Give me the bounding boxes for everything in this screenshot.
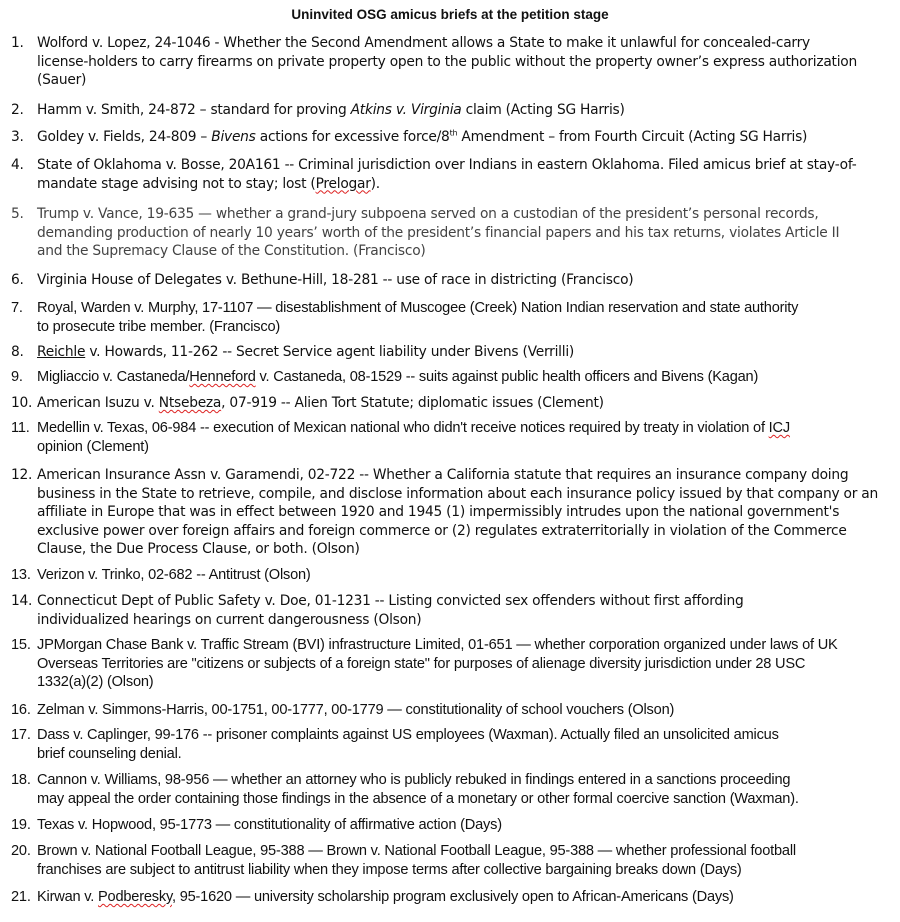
item-line: JPMorgan Chase Bank v. Traffic Stream (BVI) infrastructure Limited, 01-651 — whether corporation organized under laws of UK [37,637,838,653]
item-line: 1332(a)(2) (Olson) [37,674,154,690]
item-number: 10. [11,395,33,411]
item-line: affiliate in Europe that was in effect between 1920 and 1945 (1) impermissibly intrudes upon the national government's [37,504,840,520]
spellcheck-word: ICJ [768,420,790,436]
item-number: 14. [11,593,33,609]
item-number: 15. [11,637,31,653]
item-number: 18. [11,772,31,788]
item-text [37,419,900,456]
item-text [37,34,900,90]
item-line: opinion (Clement) [37,438,149,455]
item-text [37,343,900,362]
item-line: Cannon v. Williams, 98-956 — whether an attorney who is publicly rebuked in findings entered in a sanctions proceeding [37,772,791,788]
underlined-word: Reichle [37,344,86,360]
item-text [37,156,900,193]
item-text [37,636,900,692]
item-line: and the Supremacy Clause of the Constitution. (Francisco) [37,243,426,259]
text-segment: actions for excessive force/8 [255,129,450,145]
item-text [37,726,900,763]
item-number: 8. [11,344,24,360]
text-segment: , 95-1620 — university scholarship program exclusively open to African-Americans (Days) [171,889,734,905]
italic-case-name: Atkins v. Virginia [350,102,462,118]
item-text [37,816,900,835]
italic-case-name: Bivens [211,129,256,145]
item-line: to prosecute tribe member. (Francisco) [37,318,281,335]
item-line [37,101,900,120]
item-line: State of Oklahoma v. Bosse, 20A161 -- Criminal jurisdiction over Indians in eastern Oklahoma. Filed amicus brief at stay-of- [37,157,857,173]
item-line: Royal, Warden v. Murphy, 17-1107 — disestablishment of Muscogee (Creek) Nation Indian reservation and state authority [37,300,799,316]
item-line: Texas v. Hopwood, 95-1773 — constitutionality of affirmative action (Days) [37,817,502,833]
item-number: 12. [11,467,33,483]
item-number: 1. [11,35,24,51]
text-segment: , 07-919 -- Alien Tort Statute; diplomatic issues (Clement) [221,395,604,411]
item-line [37,419,900,438]
item-number: 7. [11,300,23,316]
item-text [37,205,900,261]
item-line [37,394,900,413]
item-line: Clause, the Due Process Clause, or both. (Olson) [37,541,360,557]
text-segment: Goldey v. Fields, 24-809 – [37,129,212,145]
item-text [37,128,900,147]
document-title: Uninvited OSG amicus briefs at the petition stage [291,7,609,22]
item-text [37,368,900,387]
item-text [37,466,900,559]
text-segment: Migliaccio v. Castaneda/ [37,369,190,385]
item-line: demanding production of nearly 10 years’ worth of the president’s financial papers and his tax returns, violates Article II [37,224,840,241]
item-number: 2. [11,102,24,118]
item-number: 17. [11,727,31,743]
item-text [37,888,900,907]
item-text [37,101,900,120]
item-line: individualized hearings on current dangerousness (Olson) [37,611,422,628]
item-number: 11. [11,420,30,436]
item-line [37,888,900,907]
text-segment: v. Howards, 11-262 -- Secret Service agent liability under Bivens (Verrilli) [85,344,575,360]
item-line: Connecticut Dept of Public Safety v. Doe, 01-1231 -- Listing convicted sex offenders without first affording [37,593,744,609]
item-number: 6. [11,272,24,288]
item-number: 5. [11,206,24,222]
text-segment: Medellin v. Texas, 06-984 -- execution of Mexican national who didn't receive notices required by treaty in violation of [37,420,769,436]
item-line: may appeal the order containing those findings in the absence of a monetary or other formal coercive sanction (Waxman). [37,790,799,807]
spellcheck-word: Ntsebeza [158,395,222,411]
item-line: exclusive power over foreign affairs and foreign commerce or (2) regulates extraterritorially in violation of the Commerce [37,522,847,539]
item-text [37,771,900,808]
item-line: Wolford v. Lopez, 24-1046 - Whether the Second Amendment allows a State to make it unlawful for concealed-carry [37,35,810,51]
superscript: th [449,128,458,138]
spellcheck-word: Prelogar [315,175,371,192]
item-line [37,368,900,387]
item-text [37,394,900,413]
item-line: Verizon v. Trinko, 02-682 -- Antitrust (Olson) [37,567,311,583]
item-line: (Sauer) [37,72,87,88]
item-number: 9. [11,369,23,385]
text-segment: claim (Acting SG Harris) [461,102,625,118]
item-number: 4. [11,157,24,173]
item-line [37,128,900,147]
item-line: business in the State to retrieve, compile, and disclose information about each insurance policy issued by that company or an [37,485,878,502]
item-text [37,842,900,879]
text-segment: Amendment – from Fourth Circuit (Acting SG Harris) [457,129,808,145]
item-line: mandate stage advising not to stay; lost (Prelogar). [37,175,380,192]
item-line: license-holders to carry firearms on private property open to the public without the property owner’s express authorization [37,53,857,70]
item-text [37,701,900,720]
item-line: brief counseling denial. [37,745,182,762]
item-number: 21. [11,889,31,905]
text-segment: Kirwan v. [37,889,98,905]
item-line [37,343,900,362]
item-line: franchises are subject to antitrust liability when they impose terms after collective bargaining breaks down (Days) [37,861,742,878]
item-text [37,566,900,585]
item-line: Virginia House of Delegates v. Bethune-Hill, 18-281 -- use of race in districting (Francisco) [37,272,634,288]
item-line: Dass v. Caplinger, 99-176 -- prisoner complaints against US employees (Waxman). Actually filed an unsolicited amicus [37,727,779,743]
item-line: Zelman v. Simmons-Harris, 00-1751, 00-1777, 00-1779 — constitutionality of school vouchers (Olson) [37,702,675,718]
item-number: 19. [11,817,31,833]
text-segment: v. Castaneda, 08-1529 -- suits against public health officers and Bivens (Kagan) [255,369,759,385]
text-segment: American Isuzu v. [37,395,159,411]
item-line: Trump v. Vance, 19-635 — whether a grand-jury subpoena served on a custodian of the president’s personal records, [37,206,819,222]
spellcheck-word: Henneford [189,369,256,385]
item-number: 20. [11,843,31,859]
item-line: Overseas Territories are "citizens or subjects of a foreign state" for purposes of alienage diversity jurisdiction under 28 USC [37,655,806,672]
item-line: American Insurance Assn v. Garamendi, 02-722 -- Whether a California statute that requires an insurance company doing [37,467,849,483]
spellcheck-word: Podberesky [98,889,172,905]
item-number: 16. [11,702,31,718]
item-text [37,592,900,629]
item-line: Brown v. National Football League, 95-388 — Brown v. National Football League, 95-388 — whether professional football [37,843,796,859]
text-segment: Hamm v. Smith, 24-872 – standard for proving [37,102,351,118]
item-number: 3. [11,129,24,145]
item-number: 13. [11,567,31,583]
item-text [37,299,900,336]
item-text [37,271,900,290]
